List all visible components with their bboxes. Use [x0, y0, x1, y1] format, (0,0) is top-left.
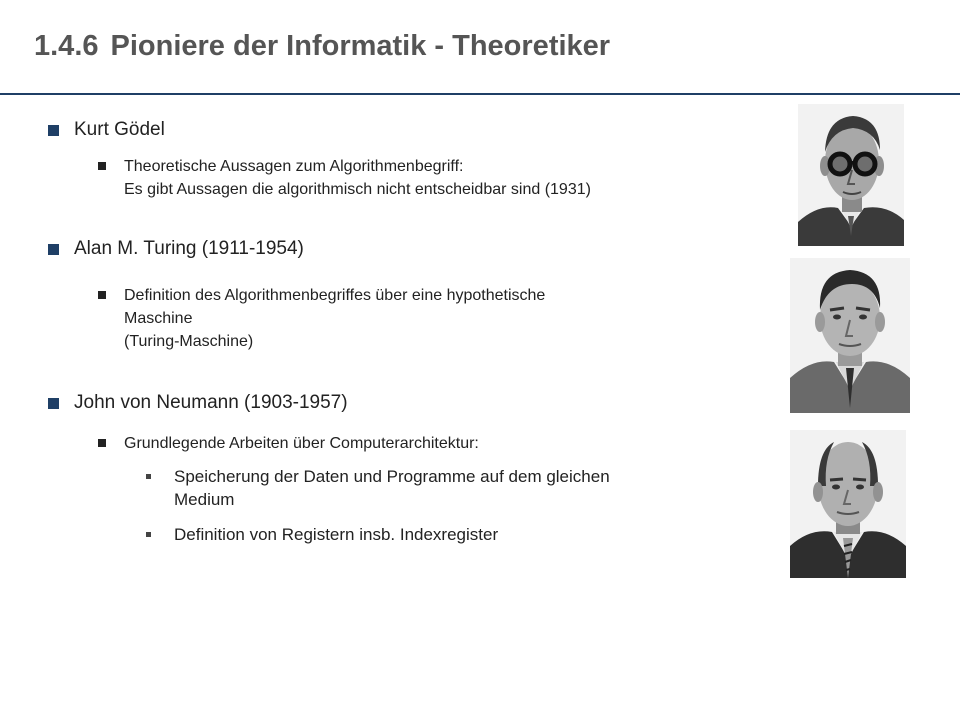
slide-title: [34, 30, 610, 63]
square-bullet-icon: [98, 291, 106, 299]
square-bullet-icon: [48, 398, 59, 409]
sub-item-text: Definition des Algorithmenbegriffes über eine hypothetische Maschine (Turing-Maschine): [124, 287, 546, 350]
square-bullet-icon: [48, 125, 59, 136]
sub-item-text: Grundlegende Arbeiten über Computerarchitektur:: [124, 435, 479, 452]
square-bullet-icon: [146, 474, 151, 479]
item-title: Kurt Gödel: [74, 119, 165, 140]
square-bullet-icon: [98, 162, 106, 170]
portrait-turing: [790, 258, 910, 413]
square-bullet-icon: [48, 244, 59, 255]
sub-item-text: Theoretische Aussagen zum Algorithmenbegriff: Es gibt Aussagen die algorithmisch nicht entscheidbar sind (1931): [124, 158, 591, 198]
square-bullet-icon: [98, 439, 106, 447]
section-number: 1.4.6: [34, 30, 99, 62]
title-divider: [0, 93, 960, 95]
square-bullet-icon: [146, 532, 151, 537]
sub-sub-item-text: Speicherung der Daten und Programme auf dem gleichen Medium: [174, 467, 610, 509]
sub-sub-item-text: Definition von Registern insb. Indexregister: [174, 525, 499, 544]
page-title: Pioniere der Informatik - Theoretiker: [110, 30, 611, 62]
portrait-neumann: [790, 430, 906, 578]
portrait-goedel: [798, 104, 904, 246]
item-title: Alan M. Turing (1911-1954): [74, 238, 304, 259]
item-title: John von Neumann (1903-1957): [74, 392, 348, 413]
